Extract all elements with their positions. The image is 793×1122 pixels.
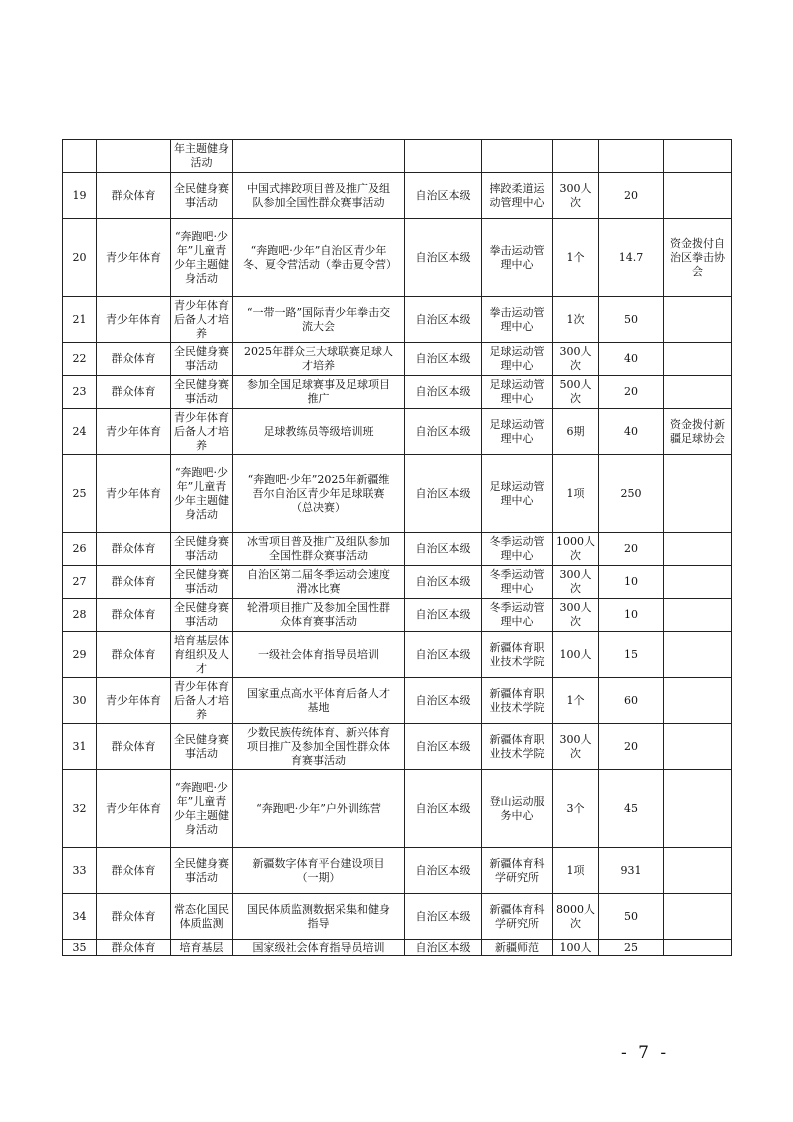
quantity-cell: 1项 [553, 455, 599, 533]
row-number-cell: 27 [63, 566, 97, 599]
remark-cell [664, 894, 732, 940]
quantity-cell: 1项 [553, 848, 599, 894]
implementing-unit-cell: 足球运动管理中心 [482, 455, 553, 533]
row-number-cell: 24 [63, 409, 97, 455]
category-cell: 群众体育 [97, 173, 171, 219]
remark-cell [664, 533, 732, 566]
quantity-cell: 300人次 [553, 599, 599, 632]
level-cell: 自治区本级 [405, 533, 482, 566]
project-name-cell: 轮滑项目推广及参加全国性群众体育赛事活动 [233, 599, 405, 632]
amount-cell [599, 140, 664, 173]
remark-cell [664, 343, 732, 376]
project-name-cell: “一带一路”国际青少年拳击交流大会 [233, 297, 405, 343]
subcategory-cell: 培育基层体育组织及人才 [171, 632, 233, 678]
category-cell: 群众体育 [97, 566, 171, 599]
quantity-cell: 100人 [553, 940, 599, 956]
row-number-cell: 31 [63, 724, 97, 770]
implementing-unit-cell: 摔跤柔道运动管理中心 [482, 173, 553, 219]
row-number-cell: 28 [63, 599, 97, 632]
remark-cell [664, 376, 732, 409]
table-row [63, 940, 732, 956]
funding-table [62, 139, 732, 956]
amount-cell: 40 [599, 409, 664, 455]
amount-cell: 50 [599, 894, 664, 940]
row-number-cell: 22 [63, 343, 97, 376]
category-cell: 群众体育 [97, 343, 171, 376]
remark-cell [664, 173, 732, 219]
row-number-cell: 21 [63, 297, 97, 343]
level-cell: 自治区本级 [405, 455, 482, 533]
quantity-cell: 300人次 [553, 724, 599, 770]
table-row [63, 140, 732, 173]
level-cell: 自治区本级 [405, 724, 482, 770]
category-cell: 群众体育 [97, 376, 171, 409]
project-name-cell: “奔跑吧·少年”户外训练营 [233, 770, 405, 848]
subcategory-cell: 青少年体育后备人才培养 [171, 409, 233, 455]
table-row [63, 848, 732, 894]
project-name-cell: 参加全国足球赛事及足球项目推广 [233, 376, 405, 409]
amount-cell: 45 [599, 770, 664, 848]
quantity-cell: 1个 [553, 219, 599, 297]
amount-cell: 60 [599, 678, 664, 724]
level-cell [405, 140, 482, 173]
remark-cell [664, 770, 732, 848]
implementing-unit-cell: 足球运动管理中心 [482, 343, 553, 376]
subcategory-cell: 全民健身赛事活动 [171, 376, 233, 409]
level-cell: 自治区本级 [405, 376, 482, 409]
remark-cell [664, 455, 732, 533]
category-cell: 群众体育 [97, 724, 171, 770]
remark-cell [664, 848, 732, 894]
level-cell: 自治区本级 [405, 940, 482, 956]
subcategory-cell: 全民健身赛事活动 [171, 566, 233, 599]
amount-cell: 931 [599, 848, 664, 894]
amount-cell: 14.7 [599, 219, 664, 297]
project-name-cell: 国家级社会体育指导员培训 [233, 940, 405, 956]
implementing-unit-cell: 新疆师范 [482, 940, 553, 956]
level-cell: 自治区本级 [405, 343, 482, 376]
quantity-cell: 1个 [553, 678, 599, 724]
quantity-cell: 3个 [553, 770, 599, 848]
subcategory-cell: 全民健身赛事活动 [171, 848, 233, 894]
implementing-unit-cell: 冬季运动管理中心 [482, 599, 553, 632]
table-row [63, 343, 732, 376]
table-row [63, 376, 732, 409]
table-row [63, 533, 732, 566]
amount-cell: 250 [599, 455, 664, 533]
level-cell: 自治区本级 [405, 894, 482, 940]
category-cell: 群众体育 [97, 632, 171, 678]
level-cell: 自治区本级 [405, 632, 482, 678]
implementing-unit-cell: 拳击运动管理中心 [482, 219, 553, 297]
amount-cell: 10 [599, 566, 664, 599]
implementing-unit-cell: 冬季运动管理中心 [482, 533, 553, 566]
implementing-unit-cell: 新疆体育职业技术学院 [482, 632, 553, 678]
subcategory-cell: 全民健身赛事活动 [171, 599, 233, 632]
row-number-cell [63, 140, 97, 173]
quantity-cell: 8000人次 [553, 894, 599, 940]
project-name-cell: 国家重点高水平体育后备人才基地 [233, 678, 405, 724]
quantity-cell: 500人次 [553, 376, 599, 409]
row-number-cell: 34 [63, 894, 97, 940]
subcategory-cell: “奔跑吧·少年”儿童青少年主题健身活动 [171, 455, 233, 533]
table-row [63, 297, 732, 343]
page-number: - 7 - [621, 1043, 670, 1063]
remark-cell: 资金拨付新疆足球协会 [664, 409, 732, 455]
quantity-cell: 1000人次 [553, 533, 599, 566]
project-name-cell: 2025年群众三大球联赛足球人才培养 [233, 343, 405, 376]
subcategory-cell: 全民健身赛事活动 [171, 173, 233, 219]
level-cell: 自治区本级 [405, 566, 482, 599]
remark-cell [664, 632, 732, 678]
level-cell: 自治区本级 [405, 409, 482, 455]
table-row [63, 455, 732, 533]
implementing-unit-cell: 新疆体育科学研究所 [482, 894, 553, 940]
remark-cell [664, 297, 732, 343]
remark-cell [664, 678, 732, 724]
category-cell: 群众体育 [97, 848, 171, 894]
amount-cell: 20 [599, 724, 664, 770]
level-cell: 自治区本级 [405, 219, 482, 297]
project-name-cell: 自治区第二届冬季运动会速度滑冰比赛 [233, 566, 405, 599]
project-name-cell: 少数民族传统体育、新兴体育项目推广及参加全国性群众体育赛事活动 [233, 724, 405, 770]
table-row [63, 678, 732, 724]
amount-cell: 25 [599, 940, 664, 956]
remark-cell [664, 566, 732, 599]
amount-cell: 10 [599, 599, 664, 632]
subcategory-cell: 全民健身赛事活动 [171, 533, 233, 566]
category-cell: 群众体育 [97, 599, 171, 632]
level-cell: 自治区本级 [405, 678, 482, 724]
amount-cell: 20 [599, 533, 664, 566]
implementing-unit-cell: 拳击运动管理中心 [482, 297, 553, 343]
project-name-cell: 中国式摔跤项目普及推广及组队参加全国性群众赛事活动 [233, 173, 405, 219]
level-cell: 自治区本级 [405, 599, 482, 632]
project-name-cell [233, 140, 405, 173]
category-cell: 青少年体育 [97, 297, 171, 343]
row-number-cell: 33 [63, 848, 97, 894]
row-number-cell: 19 [63, 173, 97, 219]
implementing-unit-cell: 足球运动管理中心 [482, 376, 553, 409]
table-row [63, 599, 732, 632]
subcategory-cell: “奔跑吧·少年”儿童青少年主题健身活动 [171, 219, 233, 297]
row-number-cell: 20 [63, 219, 97, 297]
quantity-cell: 300人次 [553, 343, 599, 376]
table-row [63, 409, 732, 455]
category-cell: 青少年体育 [97, 770, 171, 848]
category-cell: 青少年体育 [97, 219, 171, 297]
amount-cell: 15 [599, 632, 664, 678]
implementing-unit-cell [482, 140, 553, 173]
table-row [63, 894, 732, 940]
table-row [63, 724, 732, 770]
category-cell: 群众体育 [97, 533, 171, 566]
table-row [63, 632, 732, 678]
remark-cell [664, 940, 732, 956]
amount-cell: 20 [599, 376, 664, 409]
quantity-cell: 100人 [553, 632, 599, 678]
project-name-cell: 足球教练员等级培训班 [233, 409, 405, 455]
amount-cell: 50 [599, 297, 664, 343]
implementing-unit-cell: 足球运动管理中心 [482, 409, 553, 455]
quantity-cell [553, 140, 599, 173]
row-number-cell: 35 [63, 940, 97, 956]
implementing-unit-cell: 新疆体育科学研究所 [482, 848, 553, 894]
amount-cell: 20 [599, 173, 664, 219]
implementing-unit-cell: 新疆体育职业技术学院 [482, 678, 553, 724]
table-row [63, 173, 732, 219]
row-number-cell: 26 [63, 533, 97, 566]
subcategory-cell: “奔跑吧·少年”儿童青少年主题健身活动 [171, 770, 233, 848]
implementing-unit-cell: 冬季运动管理中心 [482, 566, 553, 599]
quantity-cell: 1次 [553, 297, 599, 343]
level-cell: 自治区本级 [405, 770, 482, 848]
category-cell: 青少年体育 [97, 409, 171, 455]
quantity-cell: 6期 [553, 409, 599, 455]
row-number-cell: 32 [63, 770, 97, 848]
subcategory-cell: 全民健身赛事活动 [171, 724, 233, 770]
project-name-cell: “奔跑吧·少年”2025年新疆维吾尔自治区青少年足球联赛（总决赛） [233, 455, 405, 533]
level-cell: 自治区本级 [405, 297, 482, 343]
level-cell: 自治区本级 [405, 173, 482, 219]
project-name-cell: 国民体质监测数据采集和健身指导 [233, 894, 405, 940]
project-name-cell: 冰雪项目普及推广及组队参加全国性群众赛事活动 [233, 533, 405, 566]
subcategory-cell: 培育基层 [171, 940, 233, 956]
table-row [63, 219, 732, 297]
category-cell: 群众体育 [97, 894, 171, 940]
subcategory-cell: 青少年体育后备人才培养 [171, 678, 233, 724]
implementing-unit-cell: 新疆体育职业技术学院 [482, 724, 553, 770]
subcategory-cell: 青少年体育后备人才培养 [171, 297, 233, 343]
project-name-cell: 一级社会体育指导员培训 [233, 632, 405, 678]
category-cell: 青少年体育 [97, 455, 171, 533]
table-row [63, 770, 732, 848]
remark-cell: 资金拨付自治区拳击协会 [664, 219, 732, 297]
category-cell [97, 140, 171, 173]
category-cell: 青少年体育 [97, 678, 171, 724]
subcategory-cell: 年主题健身活动 [171, 140, 233, 173]
quantity-cell: 300人次 [553, 566, 599, 599]
remark-cell [664, 599, 732, 632]
remark-cell [664, 724, 732, 770]
row-number-cell: 23 [63, 376, 97, 409]
level-cell: 自治区本级 [405, 848, 482, 894]
row-number-cell: 29 [63, 632, 97, 678]
quantity-cell: 300人次 [553, 173, 599, 219]
subcategory-cell: 全民健身赛事活动 [171, 343, 233, 376]
project-name-cell: “奔跑吧·少年”自治区青少年冬、夏令营活动（拳击夏令营） [233, 219, 405, 297]
project-name-cell: 新疆数字体育平台建设项目（一期） [233, 848, 405, 894]
subcategory-cell: 常态化国民体质监测 [171, 894, 233, 940]
table-row [63, 566, 732, 599]
implementing-unit-cell: 登山运动服务中心 [482, 770, 553, 848]
category-cell: 群众体育 [97, 940, 171, 956]
row-number-cell: 25 [63, 455, 97, 533]
amount-cell: 40 [599, 343, 664, 376]
row-number-cell: 30 [63, 678, 97, 724]
remark-cell [664, 140, 732, 173]
table-body [63, 140, 732, 956]
